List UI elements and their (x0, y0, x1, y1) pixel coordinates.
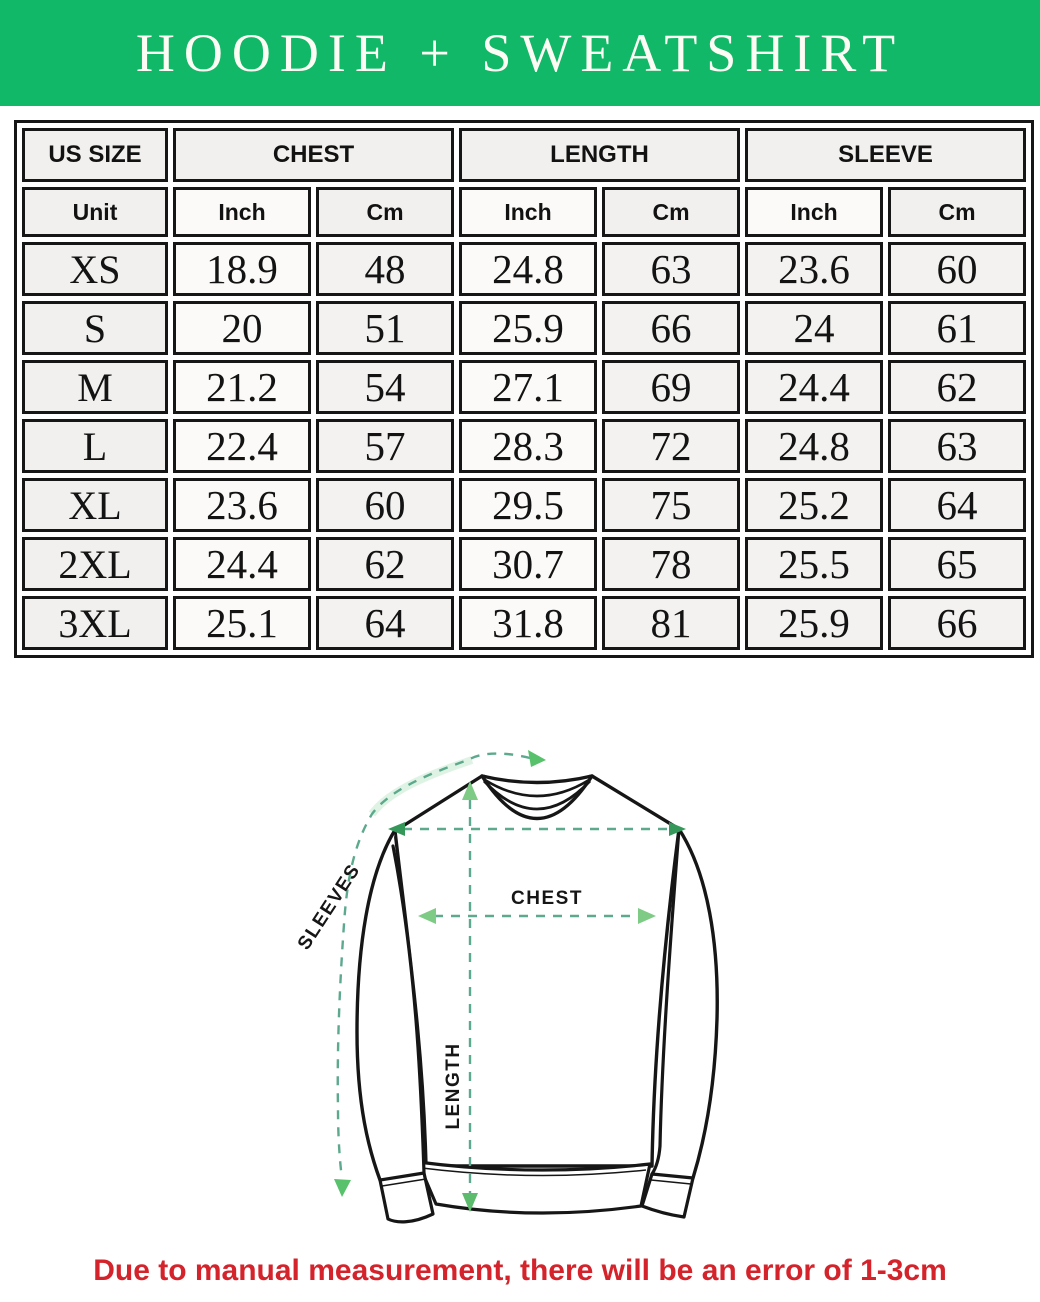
size-label-cell: 2XL (22, 537, 168, 591)
table-row-xl (22, 478, 1026, 532)
size-label-cell: S (22, 301, 168, 355)
value-cell: 25.9 (745, 596, 883, 650)
value-cell: 60 (888, 242, 1026, 296)
value-cell: 30.7 (459, 537, 597, 591)
unit-length-inch: Inch (459, 187, 597, 237)
table-header-row (22, 128, 1026, 182)
value-cell: 25.5 (745, 537, 883, 591)
sleeves-arrow-bottom-icon (334, 1179, 351, 1197)
value-cell: 24.4 (745, 360, 883, 414)
sleeves-label: SLEEVES (293, 860, 365, 954)
value-cell: 29.5 (459, 478, 597, 532)
header-length: LENGTH (459, 128, 740, 182)
value-cell: 61 (888, 301, 1026, 355)
value-cell: 24.4 (173, 537, 311, 591)
title-banner (0, 0, 1040, 106)
value-cell: 25.1 (173, 596, 311, 650)
value-cell: 21.2 (173, 360, 311, 414)
value-cell: 23.6 (173, 478, 311, 532)
table-row-s (22, 301, 1026, 355)
measurement-disclaimer: Due to manual measurement, there will be an error of 1-3cm (93, 1254, 947, 1287)
header-sleeve: SLEEVE (745, 128, 1026, 182)
size-table (14, 120, 1034, 658)
unit-sleeve-cm: Cm (888, 187, 1026, 237)
value-cell: 63 (888, 419, 1026, 473)
size-label-cell: L (22, 419, 168, 473)
value-cell: 72 (602, 419, 740, 473)
value-cell: 20 (173, 301, 311, 355)
table-unit-row (22, 187, 1026, 237)
header-us-size: US SIZE (22, 128, 168, 182)
value-cell: 62 (316, 537, 454, 591)
value-cell: 22.4 (173, 419, 311, 473)
value-cell: 81 (602, 596, 740, 650)
size-label-cell: XL (22, 478, 168, 532)
table-row-2xl (22, 537, 1026, 591)
value-cell: 65 (888, 537, 1026, 591)
value-cell: 66 (888, 596, 1026, 650)
value-cell: 60 (316, 478, 454, 532)
sweatshirt-diagram (272, 714, 792, 1254)
value-cell: 23.6 (745, 242, 883, 296)
right-cuff (642, 1174, 693, 1217)
value-cell: 27.1 (459, 360, 597, 414)
value-cell: 24.8 (745, 419, 883, 473)
value-cell: 57 (316, 419, 454, 473)
table-row-m (22, 360, 1026, 414)
value-cell: 75 (602, 478, 740, 532)
table-row-l (22, 419, 1026, 473)
header-chest: CHEST (173, 128, 454, 182)
size-label-cell: 3XL (22, 596, 168, 650)
left-cuff (380, 1173, 433, 1222)
value-cell: 24.8 (459, 242, 597, 296)
value-cell: 18.9 (173, 242, 311, 296)
value-cell: 31.8 (459, 596, 597, 650)
value-cell: 25.2 (745, 478, 883, 532)
chest-label: CHEST (511, 888, 583, 909)
table-row-xs (22, 242, 1026, 296)
value-cell: 48 (316, 242, 454, 296)
unit-length-cm: Cm (602, 187, 740, 237)
size-label-cell: M (22, 360, 168, 414)
unit-sleeve-inch: Inch (745, 187, 883, 237)
unit-chest-cm: Cm (316, 187, 454, 237)
value-cell: 66 (602, 301, 740, 355)
value-cell: 54 (316, 360, 454, 414)
sleeves-arrow-top-icon (528, 750, 546, 767)
unit-label: Unit (22, 187, 168, 237)
unit-chest-inch: Inch (173, 187, 311, 237)
table-row-3xl (22, 596, 1026, 650)
value-cell: 28.3 (459, 419, 597, 473)
value-cell: 64 (316, 596, 454, 650)
value-cell: 24 (745, 301, 883, 355)
value-cell: 78 (602, 537, 740, 591)
value-cell: 63 (602, 242, 740, 296)
length-label: LENGTH (443, 1042, 464, 1130)
size-label-cell: XS (22, 242, 168, 296)
value-cell: 69 (602, 360, 740, 414)
value-cell: 51 (316, 301, 454, 355)
size-chart (14, 120, 1026, 658)
page-title: HOODIE + SWEATSHIRT (135, 23, 905, 83)
sweatshirt-body (395, 776, 679, 1166)
value-cell: 25.9 (459, 301, 597, 355)
value-cell: 64 (888, 478, 1026, 532)
sweatshirt-waistband (418, 1162, 650, 1213)
value-cell: 62 (888, 360, 1026, 414)
